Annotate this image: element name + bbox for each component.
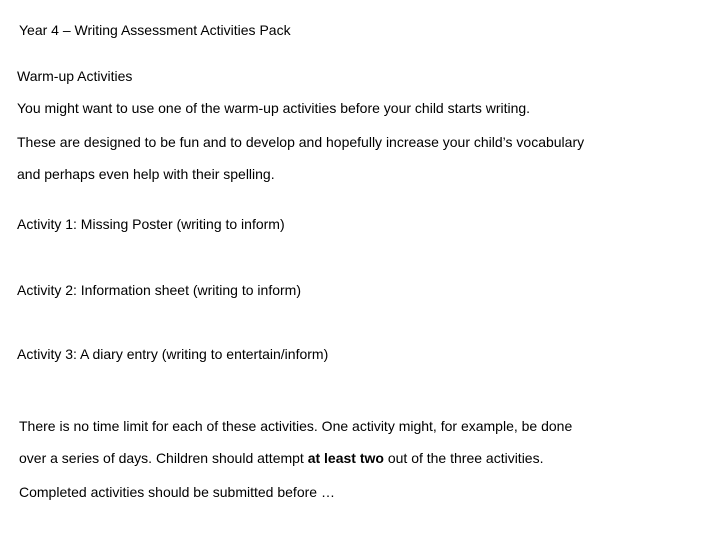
outro-line: Completed activities should be submitted before … (19, 484, 335, 500)
intro-line: These are designed to be fun and to develop and hopefully increase your child’s vocabulary (17, 134, 585, 150)
intro-line: and perhaps even help with their spelling. (17, 166, 275, 182)
document-title: Year 4 – Writing Assessment Activities Pack (19, 22, 291, 38)
activity-3-item: Activity 3: A diary entry (writing to entertain/inform) (17, 346, 329, 362)
emphasis-at-least-two: at least two (307, 450, 384, 466)
outro-text: out of the three activities. (383, 450, 544, 466)
activity-1-item: Activity 1: Missing Poster (writing to inform) (17, 216, 285, 232)
warmup-heading: Warm-up Activities (17, 68, 133, 84)
outro-line-with-emphasis (19, 449, 543, 467)
outro-text: over a series of days. Children should attempt (19, 450, 308, 466)
outro-line: There is no time limit for each of these activities. One activity might, for example, be done (19, 418, 573, 434)
intro-line: You might want to use one of the warm-up activities before your child starts writing. (17, 100, 531, 116)
activity-2-item: Activity 2: Information sheet (writing to inform) (17, 282, 301, 298)
